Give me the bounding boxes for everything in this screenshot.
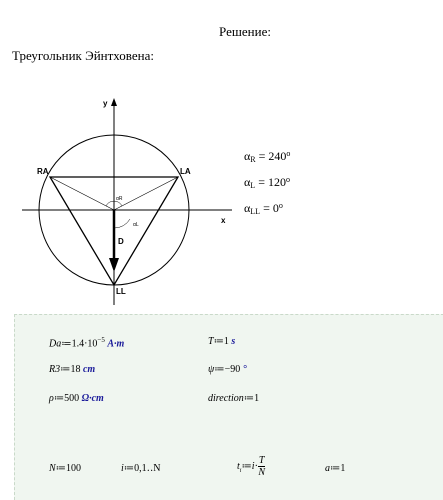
math-t[interactable]: T≔1 s xyxy=(208,336,236,347)
math-direction[interactable]: direction≔1 xyxy=(208,393,260,404)
angle-l-label: αL xyxy=(133,222,139,228)
vector-d-label: D xyxy=(118,237,124,246)
axis-y-label: y xyxy=(103,99,108,108)
vertex-la-label: LA xyxy=(180,167,191,176)
math-n[interactable]: N≔100 xyxy=(49,463,82,474)
axis-x-label: x xyxy=(221,216,226,225)
subheading: Треугольник Эйнтховена: xyxy=(12,48,154,63)
vertex-ra-label: RA xyxy=(37,167,49,176)
angle-arc-l xyxy=(114,219,130,228)
math-a[interactable]: a≔1 xyxy=(325,463,346,474)
angle-value-r: $\alpha_R = 240^o$ xyxy=(244,149,291,164)
math-da[interactable]: $Da≔1.4\cdot 10^{-5}$ A·m xyxy=(49,336,125,350)
y-axis-arrow xyxy=(111,98,117,106)
math-psi[interactable]: ψ≔−90 ° xyxy=(208,364,247,375)
math-ti[interactable]: $t_i≔i\cdot$ $\frac{T}{N}$ xyxy=(237,455,266,478)
angle-value-ll: $\alpha_{LL} = 0^o$ xyxy=(244,201,283,216)
angle-r-label: αR xyxy=(116,196,123,202)
math-r3[interactable]: R3≔18 cm xyxy=(49,364,96,375)
angle-value-l: $\alpha_L = 120^o$ xyxy=(244,175,290,190)
math-rho[interactable]: ρ≔500 Ω·cm xyxy=(49,393,104,404)
vertex-ll-label: LL xyxy=(116,287,126,296)
math-region[interactable] xyxy=(14,314,443,500)
math-i-range[interactable]: i≔0,1‥N xyxy=(121,463,161,474)
heading: Решение: xyxy=(219,24,271,39)
d-vector-arrowhead xyxy=(109,258,119,272)
